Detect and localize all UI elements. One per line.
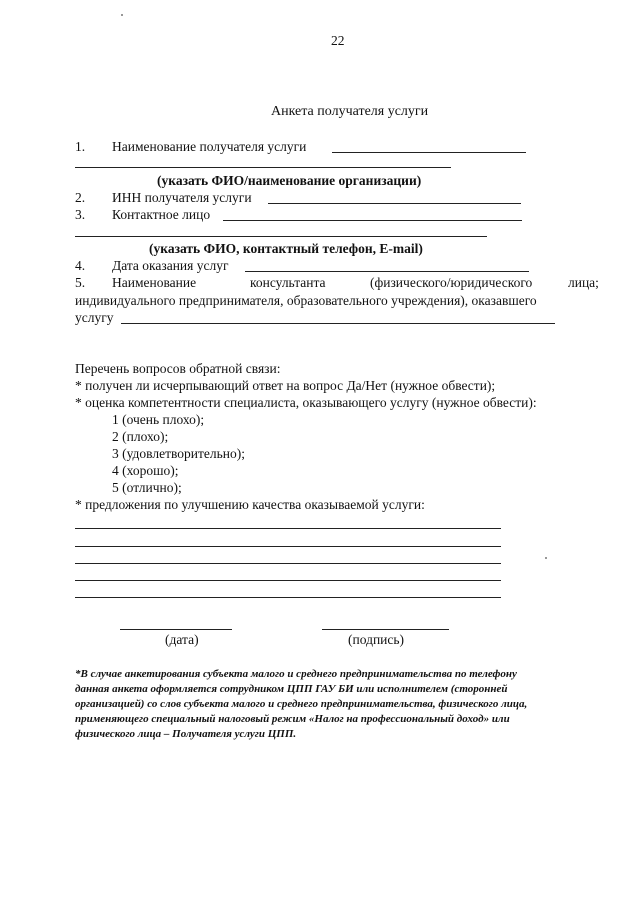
item-number-1: 1. xyxy=(75,139,86,154)
item-label-consultant-line-3: услугу xyxy=(75,310,114,325)
rating-option-2[interactable]: 2 (плохо); xyxy=(112,429,169,444)
item-label-contact: Контактное лицо xyxy=(112,207,211,222)
inn-field[interactable] xyxy=(268,203,521,204)
item-number-4: 4. xyxy=(75,258,86,273)
footnote-line-4: применяющего специальный налоговый режим «Налог на профессиональный доход» или xyxy=(75,713,510,725)
question-specialist-competence: * оценка компетентности специалиста, оказывающего услугу (нужное обвести): xyxy=(75,395,537,410)
scan-speck xyxy=(121,14,123,16)
suggestions-line-1[interactable] xyxy=(75,528,501,529)
item-number-5: 5. xyxy=(75,275,86,290)
footnote-line-1: *В случае анкетирования субъекта малого и среднего предпринимательства по телефону xyxy=(75,668,517,680)
recipient-name-field[interactable] xyxy=(332,152,526,153)
rating-option-4[interactable]: 4 (хорошо); xyxy=(112,463,179,478)
item-label-consultant-word-2: консультанта xyxy=(250,275,326,290)
rating-option-1[interactable]: 1 (очень плохо); xyxy=(112,412,205,427)
item-label-consultant-word-1: Наименование xyxy=(112,275,197,290)
suggestions-line-2[interactable] xyxy=(75,546,501,547)
scan-speck xyxy=(545,557,547,559)
question-complete-answer: * получен ли исчерпывающий ответ на вопрос Да/Нет (нужное обвести); xyxy=(75,378,496,393)
consultant-name-field[interactable] xyxy=(121,323,555,324)
recipient-name-field-continued[interactable] xyxy=(75,167,451,168)
item-label-consultant-line-2: индивидуального предпринимателя, образовательного учреждения), оказавшего xyxy=(75,293,537,308)
item-label-consultant-word-3: (физического/юридического xyxy=(370,275,533,290)
item-label-inn: ИНН получателя услуги xyxy=(112,190,252,205)
item-label-consultant-word-4: лица; xyxy=(568,275,599,290)
footnote-line-5: физического лица – Получателя услуги ЦПП. xyxy=(75,728,297,740)
contact-person-hint: (указать ФИО, контактный телефон, E-mail) xyxy=(149,241,423,256)
signature-field[interactable] xyxy=(322,629,449,630)
date-signature-field[interactable] xyxy=(120,629,232,630)
page-title: Анкета получателя услуги xyxy=(271,104,429,119)
suggestions-line-3[interactable] xyxy=(75,563,501,564)
footnote-line-3: организацией) со слов субъекта малого и среднего предпринимательства, физического лица, xyxy=(75,698,528,710)
date-label: (дата) xyxy=(165,632,199,647)
item-label-date: Дата оказания услуг xyxy=(112,258,229,273)
item-label-recipient: Наименование получателя услуги xyxy=(112,139,307,154)
rating-option-5[interactable]: 5 (отлично); xyxy=(112,480,182,495)
signature-label: (подпись) xyxy=(348,632,405,647)
contact-person-field[interactable] xyxy=(223,220,522,221)
contact-person-field-continued[interactable] xyxy=(75,236,487,237)
footnote-line-2: данная анкета оформляется сотрудником ЦПП ГАУ БИ или исполнителем (сторонней xyxy=(75,683,508,695)
rating-option-3[interactable]: 3 (удовлетворительно); xyxy=(112,446,245,461)
question-improvement-suggestions: * предложения по улучшению качества оказываемой услуги: xyxy=(75,497,425,512)
suggestions-line-5[interactable] xyxy=(75,597,501,598)
suggestions-line-4[interactable] xyxy=(75,580,501,581)
recipient-name-hint: (указать ФИО/наименование организации) xyxy=(157,173,422,188)
feedback-questions-heading: Перечень вопросов обратной связи: xyxy=(75,361,281,376)
service-date-field[interactable] xyxy=(245,271,529,272)
item-number-3: 3. xyxy=(75,207,86,222)
page-number: 22 xyxy=(331,33,345,48)
item-number-2: 2. xyxy=(75,190,86,205)
